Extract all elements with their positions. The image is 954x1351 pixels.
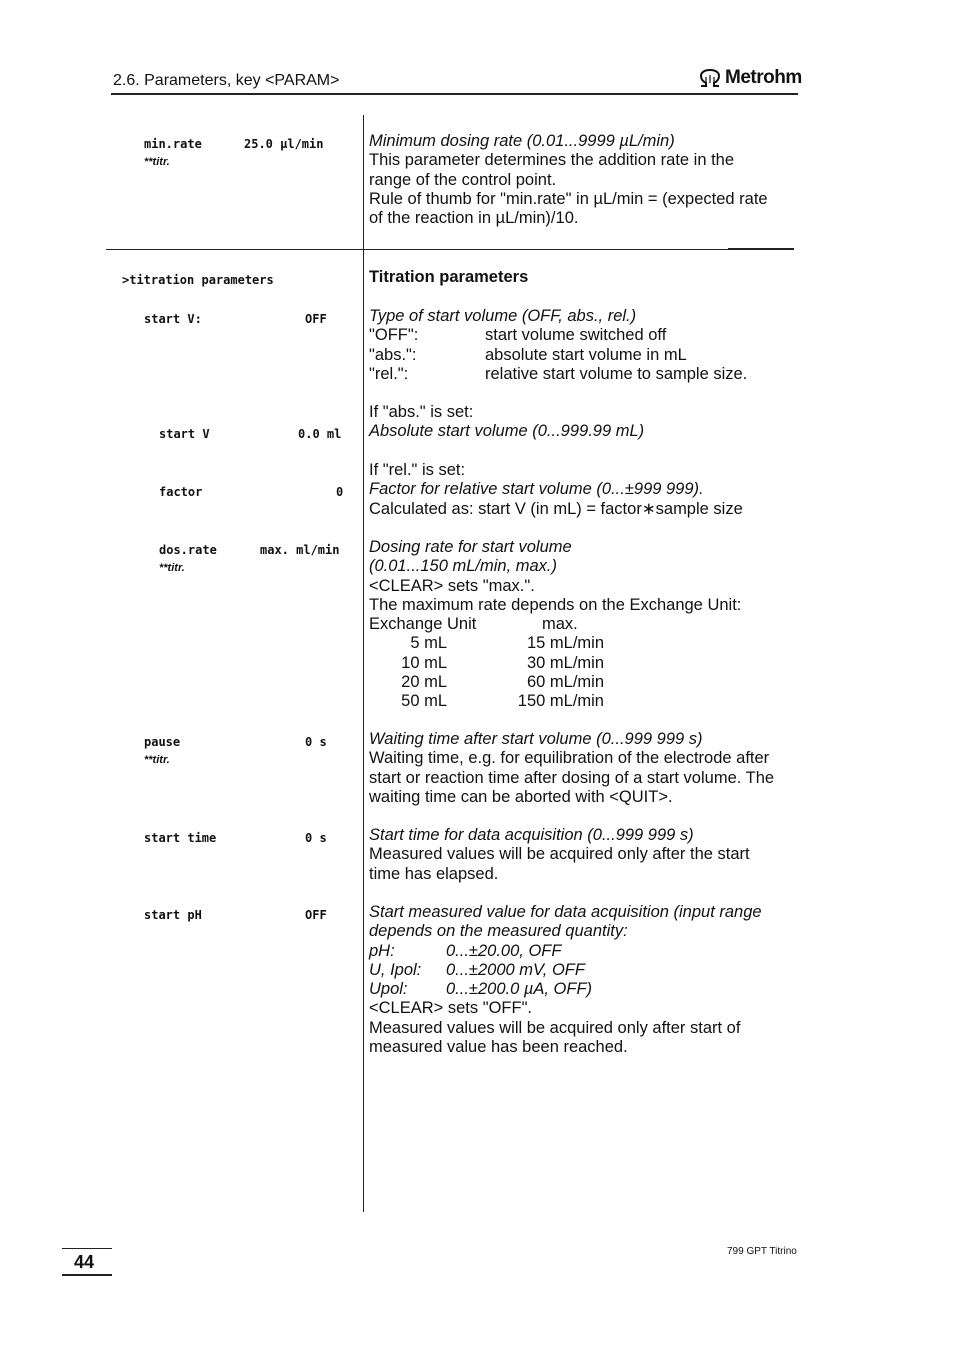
start-v-description	[369, 403, 644, 442]
exchange-head-unit: Exchange Unit	[369, 615, 477, 634]
option-key: "rel.":	[369, 364, 409, 383]
param-pause-tag: **titr.	[144, 754, 170, 766]
param-min-rate-value: 25.0 µl/min	[244, 137, 324, 151]
exchange-unit: 50 mL	[401, 692, 447, 711]
start-v-option-rel	[369, 365, 747, 384]
column-divider	[363, 115, 364, 1212]
min-rate-line: Rule of thumb for "min.rate" in µL/min = (expected rate	[369, 189, 768, 208]
start-ph-line: Measured values will be acquired only after start of	[369, 1018, 741, 1037]
start-ph-title-cont: depends on the measured quantity:	[369, 922, 628, 941]
start-ph-title: Start measured value for data acquisition (input range	[369, 903, 762, 921]
factor-title: Factor for relative start volume (0...±999 999).	[369, 480, 704, 499]
page-number-rule-top	[62, 1248, 112, 1249]
param-start-ph-value: OFF	[305, 908, 327, 922]
start-time-line: Measured values will be acquired only after the start	[369, 845, 750, 864]
range-key: pH:	[369, 941, 395, 960]
range-val: 0...±200.0 µA, OFF)	[446, 980, 593, 999]
start-time-line: time has elapsed.	[369, 864, 499, 883]
titration-params-title: Titration parameters	[369, 268, 529, 286]
section-header: 2.6. Parameters, key <PARAM>	[113, 72, 340, 89]
start-time-description	[369, 826, 750, 884]
option-desc: start volume switched off	[485, 326, 667, 345]
range-key: U, Ipol:	[369, 960, 422, 979]
pause-title: Waiting time after start volume (0...999 999 s)	[369, 730, 703, 748]
dos-rate-depends: The maximum rate depends on the Exchange Unit:	[369, 595, 742, 614]
exchange-table-row	[369, 634, 741, 653]
exchange-max: 60 mL/min	[526, 673, 604, 692]
exchange-head-max: max.	[542, 615, 578, 634]
param-start-v-type-label: start V:	[144, 312, 202, 326]
start-v-condition: If "abs." is set:	[369, 403, 474, 421]
exchange-max: 150 mL/min	[517, 692, 604, 711]
param-start-time-label: start time	[144, 831, 217, 845]
param-min-rate-tag: **titr.	[144, 156, 170, 168]
param-dos-rate-tag: **titr.	[159, 562, 185, 574]
param-factor-value: 0	[336, 485, 344, 499]
start-v-title: Absolute start volume (0...999.99 mL)	[369, 422, 645, 441]
brand-logo	[697, 67, 802, 89]
pause-line: start or reaction time after dosing of a start volume. The	[369, 768, 775, 787]
dos-rate-clear: <CLEAR> sets "max.".	[369, 576, 535, 595]
exchange-unit: 10 mL	[401, 653, 447, 672]
param-start-time-value: 0 s	[305, 831, 327, 845]
exchange-table-row	[369, 692, 741, 711]
start-v-type-title: Type of start volume (OFF, abs., rel.)	[369, 307, 637, 325]
start-ph-range	[369, 942, 762, 961]
exchange-max: 15 mL/min	[526, 634, 604, 653]
start-ph-range	[369, 980, 762, 999]
dos-rate-title: Dosing rate for start volume	[369, 538, 572, 556]
param-factor-label: factor	[159, 485, 203, 499]
range-val: 0...±20.00, OFF	[446, 941, 562, 960]
pause-line: waiting time can be aborted with <QUIT>.	[369, 787, 673, 806]
min-rate-title: Minimum dosing rate (0.01...9999 µL/min)	[369, 132, 675, 150]
min-rate-line: This parameter determines the addition rate in the	[369, 151, 735, 170]
page-number: 44	[74, 1252, 95, 1272]
param-start-v-value: 0.0 ml	[298, 427, 342, 441]
option-desc: relative start volume to sample size.	[485, 364, 748, 383]
omega-icon	[697, 68, 723, 88]
start-v-type-description	[369, 307, 747, 384]
factor-calc: Calculated as: start V (in mL) = factor∗sample size	[369, 499, 743, 518]
titration-params-heading: >titration parameters	[122, 273, 274, 287]
range-val: 0...±2000 mV, OFF	[446, 960, 585, 979]
exchange-table-head	[369, 615, 741, 634]
start-ph-range	[369, 961, 762, 980]
range-key: Upol:	[369, 980, 408, 999]
param-start-v-type-value: OFF	[305, 312, 327, 326]
param-start-v-label: start V	[159, 427, 210, 441]
brand-name: Metrohm	[725, 67, 802, 88]
exchange-table-row	[369, 654, 741, 673]
section-rule	[106, 249, 794, 250]
option-desc: absolute start volume in mL	[485, 345, 687, 364]
start-ph-clear: <CLEAR> sets "OFF".	[369, 999, 533, 1018]
option-key: "OFF":	[369, 326, 419, 345]
min-rate-line: range of the control point.	[369, 170, 557, 189]
start-v-option-abs	[369, 346, 747, 365]
exchange-table-row	[369, 673, 741, 692]
min-rate-description	[369, 132, 768, 228]
section-rule-accent	[728, 248, 794, 250]
param-min-rate-label: min.rate	[144, 137, 202, 151]
min-rate-line: of the reaction in µL/min)/10.	[369, 209, 579, 228]
exchange-unit: 5 mL	[410, 634, 447, 653]
factor-description	[369, 461, 743, 519]
start-ph-description	[369, 903, 762, 1057]
product-name: 799 GPT Titrino	[727, 1246, 797, 1257]
factor-condition: If "rel." is set:	[369, 461, 466, 479]
dos-rate-description	[369, 538, 741, 712]
param-dos-rate-value: max. ml/min	[260, 543, 340, 557]
exchange-max: 30 mL/min	[526, 653, 604, 672]
start-v-option-off	[369, 326, 747, 345]
param-pause-value: 0 s	[305, 735, 327, 749]
pause-line: Waiting time, e.g. for equilibration of the electrode after	[369, 749, 770, 768]
page-number-rule-bottom	[62, 1274, 112, 1276]
pause-description	[369, 730, 774, 807]
param-start-ph-label: start pH	[144, 908, 202, 922]
param-dos-rate-label: dos.rate	[159, 543, 217, 557]
header-rule	[111, 93, 798, 95]
dos-rate-range: (0.01...150 mL/min, max.)	[369, 557, 557, 576]
param-pause-label: pause	[144, 735, 181, 749]
start-ph-line: measured value has been reached.	[369, 1038, 628, 1057]
start-time-title: Start time for data acquisition (0...999 999 s)	[369, 826, 694, 844]
exchange-unit: 20 mL	[401, 673, 447, 692]
option-key: "abs.":	[369, 345, 417, 364]
